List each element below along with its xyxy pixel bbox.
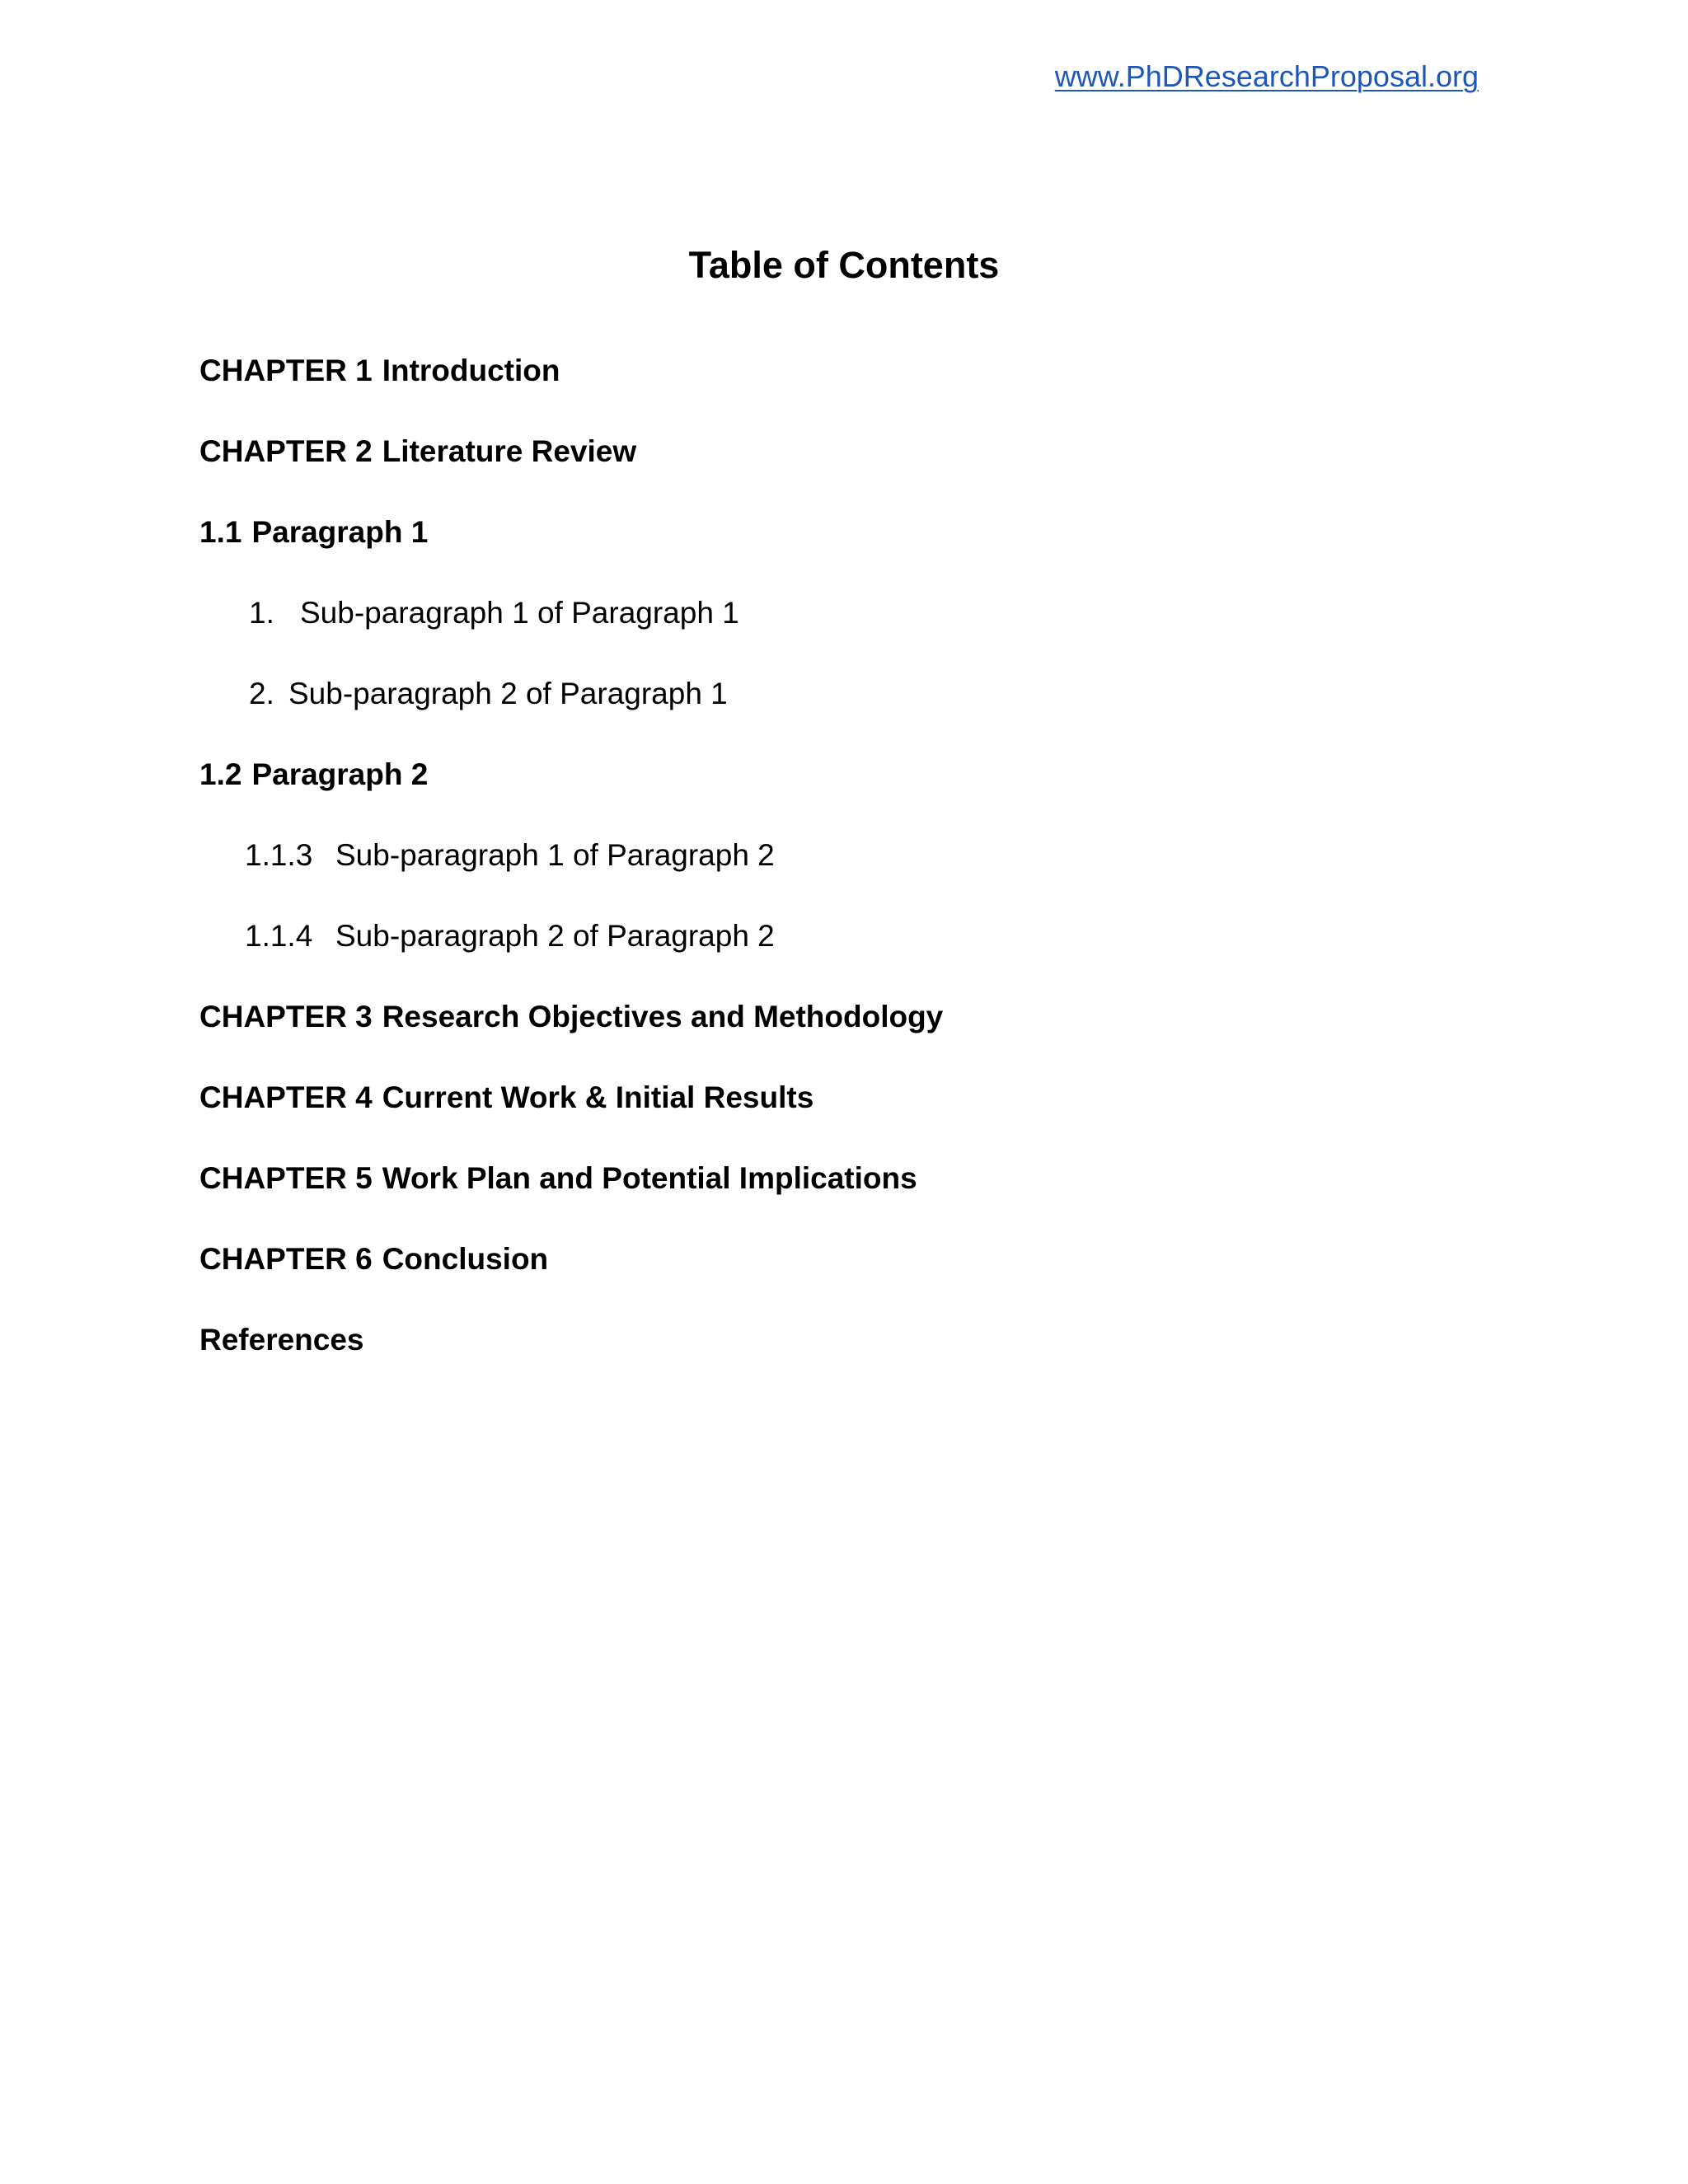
toc-entry-text: Research Objectives and Methodology xyxy=(382,1000,944,1033)
toc-entry-text: Sub-paragraph 1 of Paragraph 1 xyxy=(300,596,739,630)
toc-entry-chapter-1[interactable] xyxy=(199,346,1485,427)
toc-entry-section-1-2[interactable] xyxy=(199,750,1485,831)
toc-list xyxy=(199,346,1485,1396)
toc-entry-number: 1. xyxy=(249,596,274,630)
toc-entry-chapter-5[interactable] xyxy=(199,1154,1485,1235)
toc-entry-subparagraph-1[interactable] xyxy=(199,588,1485,669)
toc-entry-number: CHAPTER 5 xyxy=(199,1161,373,1195)
toc-entry-text: Sub-paragraph 2 of Paragraph 2 xyxy=(335,919,775,953)
toc-entry-text: Paragraph 2 xyxy=(251,757,429,791)
toc-entry-number: CHAPTER 1 xyxy=(199,354,373,387)
toc-entry-subparagraph-1-1-4[interactable] xyxy=(199,912,1485,992)
toc-entry-number: CHAPTER 3 xyxy=(199,1000,373,1033)
toc-entry-chapter-4[interactable] xyxy=(199,1073,1485,1154)
toc-entry-number: 1.1 xyxy=(199,515,242,549)
toc-entry-text: Introduction xyxy=(382,354,560,387)
toc-entry-text: Conclusion xyxy=(382,1242,549,1276)
toc-entry-text: Literature Review xyxy=(382,434,637,468)
toc-entry-subparagraph-1-1-3[interactable] xyxy=(199,831,1485,912)
toc-entry-text: Current Work & Initial Results xyxy=(382,1080,814,1114)
toc-entry-number: 1.2 xyxy=(199,757,242,791)
toc-entry-text: Paragraph 1 xyxy=(251,515,429,549)
toc-entry-number: 1.1.4 xyxy=(245,919,313,953)
toc-entry-number: 1.1.3 xyxy=(245,838,313,872)
toc-entry-number: CHAPTER 6 xyxy=(199,1242,373,1276)
toc-entry-chapter-2[interactable] xyxy=(199,427,1485,508)
toc-entry-text: Sub-paragraph 1 of Paragraph 2 xyxy=(335,838,775,872)
toc-entry-references[interactable] xyxy=(199,1315,1485,1396)
website-link[interactable]: www.PhDResearchProposal.org xyxy=(1054,59,1479,93)
toc-entry-section-1-1[interactable] xyxy=(199,508,1485,588)
toc-entry-text: References xyxy=(199,1323,364,1357)
toc-entry-number: CHAPTER 4 xyxy=(199,1080,373,1114)
toc-entry-text: Sub-paragraph 2 of Paragraph 1 xyxy=(288,677,728,710)
toc-entry-chapter-3[interactable] xyxy=(199,992,1485,1073)
toc-entry-number: 2. xyxy=(249,677,274,710)
toc-entry-number: CHAPTER 2 xyxy=(199,434,373,468)
toc-entry-text: Work Plan and Potential Implications xyxy=(382,1161,917,1195)
toc-entry-chapter-6[interactable] xyxy=(199,1235,1485,1315)
page-title: Table of Contents xyxy=(688,244,1000,286)
toc-entry-subparagraph-2[interactable] xyxy=(199,669,1485,750)
